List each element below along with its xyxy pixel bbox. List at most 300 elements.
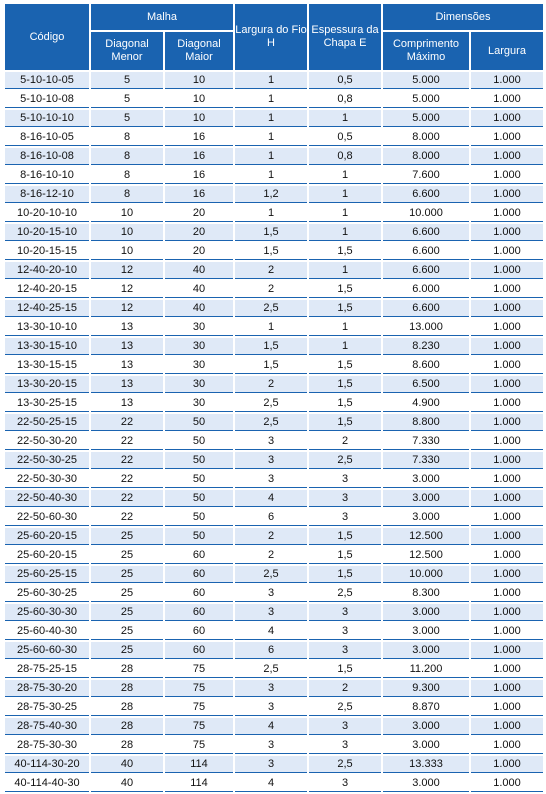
comprimento-cell: 7.600 xyxy=(383,167,469,184)
table-row xyxy=(5,452,543,469)
espessura-cell: 3 xyxy=(309,642,381,659)
espessura-cell: 1 xyxy=(309,186,381,203)
largura-cell: 1.000 xyxy=(471,376,543,393)
largura-fio-cell: 2,5 xyxy=(235,566,307,583)
largura-fio-cell: 3 xyxy=(235,604,307,621)
diagonal-menor-cell: 25 xyxy=(91,528,163,545)
table-row xyxy=(5,357,543,374)
table-row xyxy=(5,186,543,203)
comprimento-cell: 3.000 xyxy=(383,490,469,507)
espessura-cell: 0,8 xyxy=(309,148,381,165)
diagonal-menor-cell: 22 xyxy=(91,471,163,488)
largura-fio-cell: 1 xyxy=(235,129,307,146)
diagonal-menor-cell: 22 xyxy=(91,490,163,507)
diagonal-menor-cell: 8 xyxy=(91,186,163,203)
largura-fio-cell: 1,5 xyxy=(235,224,307,241)
largura-fio-cell: 1 xyxy=(235,205,307,222)
largura-cell: 1.000 xyxy=(471,718,543,735)
largura-fio-cell: 3 xyxy=(235,433,307,450)
codigo-cell: 13-30-25-15 xyxy=(5,395,89,412)
codigo-cell: 13-30-15-10 xyxy=(5,338,89,355)
table-row xyxy=(5,718,543,735)
comprimento-cell: 8.800 xyxy=(383,414,469,431)
table-row xyxy=(5,547,543,564)
diagonal-maior-cell: 114 xyxy=(165,756,233,773)
table-row xyxy=(5,490,543,507)
table-row xyxy=(5,642,543,659)
codigo-cell: 22-50-30-25 xyxy=(5,452,89,469)
comprimento-cell: 11.200 xyxy=(383,661,469,678)
comprimento-cell: 7.330 xyxy=(383,452,469,469)
table-row xyxy=(5,395,543,412)
diagonal-menor-cell: 10 xyxy=(91,224,163,241)
codigo-cell: 25-60-60-30 xyxy=(5,642,89,659)
comprimento-cell: 3.000 xyxy=(383,737,469,754)
largura-fio-cell: 3 xyxy=(235,756,307,773)
largura-cell: 1.000 xyxy=(471,414,543,431)
table-row xyxy=(5,281,543,298)
largura-cell: 1.000 xyxy=(471,490,543,507)
espessura-cell: 1,5 xyxy=(309,414,381,431)
codigo-cell: 10-20-15-15 xyxy=(5,243,89,260)
diagonal-maior-cell: 60 xyxy=(165,566,233,583)
comprimento-cell: 13.333 xyxy=(383,756,469,773)
diagonal-menor-cell: 25 xyxy=(91,585,163,602)
diagonal-menor-cell: 12 xyxy=(91,262,163,279)
diagonal-maior-cell: 10 xyxy=(165,110,233,127)
espessura-cell: 0,5 xyxy=(309,129,381,146)
largura-fio-cell: 1 xyxy=(235,148,307,165)
diagonal-menor-cell: 22 xyxy=(91,433,163,450)
codigo-cell: 25-60-25-15 xyxy=(5,566,89,583)
diagonal-menor-cell: 12 xyxy=(91,300,163,317)
largura-cell: 1.000 xyxy=(471,585,543,602)
largura-fio-cell: 1 xyxy=(235,91,307,108)
codigo-cell: 10-20-10-10 xyxy=(5,205,89,222)
diagonal-menor-cell: 8 xyxy=(91,167,163,184)
diagonal-menor-cell: 13 xyxy=(91,338,163,355)
diagonal-menor-cell: 25 xyxy=(91,642,163,659)
espessura-cell: 1,5 xyxy=(309,357,381,374)
diagonal-menor-cell: 5 xyxy=(91,91,163,108)
table-row xyxy=(5,756,543,773)
mesh-spec-table xyxy=(3,2,545,794)
diagonal-menor-cell: 10 xyxy=(91,243,163,260)
table-row xyxy=(5,509,543,526)
codigo-cell: 22-50-30-30 xyxy=(5,471,89,488)
espessura-cell: 1,5 xyxy=(309,395,381,412)
diagonal-menor-cell: 25 xyxy=(91,547,163,564)
table-row xyxy=(5,414,543,431)
largura-fio-cell: 1,5 xyxy=(235,243,307,260)
espessura-cell: 1 xyxy=(309,319,381,336)
espessura-cell: 2 xyxy=(309,680,381,697)
comprimento-cell: 3.000 xyxy=(383,642,469,659)
table-row xyxy=(5,566,543,583)
table-row xyxy=(5,243,543,260)
comprimento-cell: 3.000 xyxy=(383,509,469,526)
table-row xyxy=(5,585,543,602)
largura-cell: 1.000 xyxy=(471,642,543,659)
table-row xyxy=(5,129,543,146)
header-dimensoes: Dimensões xyxy=(383,4,543,30)
espessura-cell: 1 xyxy=(309,205,381,222)
table-row xyxy=(5,224,543,241)
codigo-cell: 22-50-60-30 xyxy=(5,509,89,526)
diagonal-maior-cell: 40 xyxy=(165,300,233,317)
codigo-cell: 8-16-10-05 xyxy=(5,129,89,146)
table-row xyxy=(5,262,543,279)
diagonal-menor-cell: 25 xyxy=(91,604,163,621)
espessura-cell: 3 xyxy=(309,775,381,792)
table-row xyxy=(5,376,543,393)
largura-fio-cell: 1 xyxy=(235,72,307,89)
diagonal-maior-cell: 75 xyxy=(165,699,233,716)
diagonal-menor-cell: 22 xyxy=(91,452,163,469)
codigo-cell: 8-16-10-08 xyxy=(5,148,89,165)
largura-cell: 1.000 xyxy=(471,775,543,792)
diagonal-maior-cell: 16 xyxy=(165,129,233,146)
diagonal-maior-cell: 10 xyxy=(165,72,233,89)
diagonal-menor-cell: 28 xyxy=(91,661,163,678)
espessura-cell: 3 xyxy=(309,471,381,488)
codigo-cell: 12-40-20-15 xyxy=(5,281,89,298)
diagonal-maior-cell: 60 xyxy=(165,623,233,640)
espessura-cell: 1 xyxy=(309,224,381,241)
table-row xyxy=(5,91,543,108)
diagonal-menor-cell: 25 xyxy=(91,623,163,640)
codigo-cell: 28-75-30-30 xyxy=(5,737,89,754)
largura-cell: 1.000 xyxy=(471,205,543,222)
codigo-cell: 22-50-25-15 xyxy=(5,414,89,431)
codigo-cell: 12-40-25-15 xyxy=(5,300,89,317)
largura-fio-cell: 1,2 xyxy=(235,186,307,203)
comprimento-cell: 10.000 xyxy=(383,566,469,583)
comprimento-cell: 6.600 xyxy=(383,300,469,317)
table-row xyxy=(5,528,543,545)
table-row xyxy=(5,72,543,89)
comprimento-cell: 3.000 xyxy=(383,604,469,621)
espessura-cell: 1,5 xyxy=(309,281,381,298)
codigo-cell: 10-20-15-10 xyxy=(5,224,89,241)
espessura-cell: 1,5 xyxy=(309,661,381,678)
espessura-cell: 1,5 xyxy=(309,528,381,545)
diagonal-maior-cell: 40 xyxy=(165,281,233,298)
comprimento-cell: 6.500 xyxy=(383,376,469,393)
codigo-cell: 25-60-30-25 xyxy=(5,585,89,602)
comprimento-cell: 8.230 xyxy=(383,338,469,355)
codigo-cell: 25-60-40-30 xyxy=(5,623,89,640)
codigo-cell: 13-30-15-15 xyxy=(5,357,89,374)
codigo-cell: 28-75-40-30 xyxy=(5,718,89,735)
espessura-cell: 3 xyxy=(309,509,381,526)
largura-cell: 1.000 xyxy=(471,528,543,545)
table-row xyxy=(5,699,543,716)
largura-fio-cell: 2,5 xyxy=(235,661,307,678)
diagonal-maior-cell: 20 xyxy=(165,243,233,260)
comprimento-cell: 4.900 xyxy=(383,395,469,412)
table-header xyxy=(5,4,543,70)
header-comprimento: Comprimento Máximo xyxy=(383,32,469,70)
codigo-cell: 28-75-30-25 xyxy=(5,699,89,716)
largura-fio-cell: 1 xyxy=(235,110,307,127)
largura-cell: 1.000 xyxy=(471,300,543,317)
espessura-cell: 1 xyxy=(309,338,381,355)
espessura-cell: 3 xyxy=(309,623,381,640)
table-row xyxy=(5,148,543,165)
largura-cell: 1.000 xyxy=(471,699,543,716)
table-row xyxy=(5,661,543,678)
codigo-cell: 5-10-10-10 xyxy=(5,110,89,127)
diagonal-maior-cell: 50 xyxy=(165,509,233,526)
diagonal-menor-cell: 28 xyxy=(91,699,163,716)
largura-fio-cell: 1,5 xyxy=(235,357,307,374)
diagonal-menor-cell: 13 xyxy=(91,376,163,393)
espessura-cell: 1,5 xyxy=(309,566,381,583)
comprimento-cell: 8.000 xyxy=(383,148,469,165)
diagonal-menor-cell: 28 xyxy=(91,737,163,754)
diagonal-maior-cell: 10 xyxy=(165,91,233,108)
comprimento-cell: 3.000 xyxy=(383,471,469,488)
header-largura: Largura xyxy=(471,32,543,70)
largura-cell: 1.000 xyxy=(471,471,543,488)
espessura-cell: 0,5 xyxy=(309,72,381,89)
codigo-cell: 28-75-30-20 xyxy=(5,680,89,697)
comprimento-cell: 6.000 xyxy=(383,281,469,298)
comprimento-cell: 12.500 xyxy=(383,547,469,564)
comprimento-cell: 3.000 xyxy=(383,623,469,640)
codigo-cell: 40-114-40-30 xyxy=(5,775,89,792)
largura-fio-cell: 3 xyxy=(235,452,307,469)
largura-cell: 1.000 xyxy=(471,680,543,697)
header-largura-fio: Largura do Fio H xyxy=(235,4,307,70)
espessura-cell: 2,5 xyxy=(309,585,381,602)
diagonal-menor-cell: 8 xyxy=(91,129,163,146)
diagonal-maior-cell: 50 xyxy=(165,452,233,469)
diagonal-menor-cell: 25 xyxy=(91,566,163,583)
espessura-cell: 3 xyxy=(309,718,381,735)
diagonal-menor-cell: 12 xyxy=(91,281,163,298)
comprimento-cell: 8.600 xyxy=(383,357,469,374)
largura-fio-cell: 4 xyxy=(235,718,307,735)
diagonal-menor-cell: 5 xyxy=(91,110,163,127)
largura-cell: 1.000 xyxy=(471,661,543,678)
comprimento-cell: 8.300 xyxy=(383,585,469,602)
comprimento-cell: 9.300 xyxy=(383,680,469,697)
diagonal-maior-cell: 50 xyxy=(165,414,233,431)
diagonal-maior-cell: 60 xyxy=(165,642,233,659)
espessura-cell: 2,5 xyxy=(309,699,381,716)
largura-cell: 1.000 xyxy=(471,129,543,146)
diagonal-maior-cell: 16 xyxy=(165,167,233,184)
largura-fio-cell: 4 xyxy=(235,623,307,640)
diagonal-maior-cell: 75 xyxy=(165,718,233,735)
comprimento-cell: 8.870 xyxy=(383,699,469,716)
largura-fio-cell: 4 xyxy=(235,490,307,507)
codigo-cell: 25-60-20-15 xyxy=(5,528,89,545)
diagonal-maior-cell: 20 xyxy=(165,205,233,222)
largura-cell: 1.000 xyxy=(471,566,543,583)
codigo-cell: 22-50-40-30 xyxy=(5,490,89,507)
largura-cell: 1.000 xyxy=(471,433,543,450)
comprimento-cell: 6.600 xyxy=(383,262,469,279)
diagonal-maior-cell: 30 xyxy=(165,338,233,355)
largura-cell: 1.000 xyxy=(471,737,543,754)
comprimento-cell: 5.000 xyxy=(383,110,469,127)
largura-cell: 1.000 xyxy=(471,281,543,298)
codigo-cell: 28-75-25-15 xyxy=(5,661,89,678)
largura-cell: 1.000 xyxy=(471,262,543,279)
diagonal-menor-cell: 40 xyxy=(91,756,163,773)
espessura-cell: 0,8 xyxy=(309,91,381,108)
largura-cell: 1.000 xyxy=(471,148,543,165)
table-row xyxy=(5,110,543,127)
largura-cell: 1.000 xyxy=(471,167,543,184)
diagonal-maior-cell: 114 xyxy=(165,775,233,792)
comprimento-cell: 10.000 xyxy=(383,205,469,222)
largura-fio-cell: 1,5 xyxy=(235,338,307,355)
diagonal-maior-cell: 16 xyxy=(165,186,233,203)
diagonal-maior-cell: 60 xyxy=(165,604,233,621)
codigo-cell: 13-30-20-15 xyxy=(5,376,89,393)
codigo-cell: 5-10-10-05 xyxy=(5,72,89,89)
largura-cell: 1.000 xyxy=(471,338,543,355)
diagonal-maior-cell: 50 xyxy=(165,471,233,488)
table-row xyxy=(5,300,543,317)
largura-fio-cell: 3 xyxy=(235,680,307,697)
largura-fio-cell: 2,5 xyxy=(235,395,307,412)
largura-cell: 1.000 xyxy=(471,623,543,640)
largura-fio-cell: 2 xyxy=(235,281,307,298)
largura-fio-cell: 1 xyxy=(235,319,307,336)
diagonal-maior-cell: 30 xyxy=(165,376,233,393)
largura-cell: 1.000 xyxy=(471,756,543,773)
comprimento-cell: 6.600 xyxy=(383,186,469,203)
diagonal-maior-cell: 60 xyxy=(165,585,233,602)
largura-cell: 1.000 xyxy=(471,91,543,108)
codigo-cell: 5-10-10-08 xyxy=(5,91,89,108)
table-row xyxy=(5,338,543,355)
table-row xyxy=(5,471,543,488)
diagonal-maior-cell: 50 xyxy=(165,490,233,507)
comprimento-cell: 5.000 xyxy=(383,72,469,89)
largura-cell: 1.000 xyxy=(471,72,543,89)
largura-cell: 1.000 xyxy=(471,452,543,469)
diagonal-menor-cell: 22 xyxy=(91,414,163,431)
espessura-cell: 3 xyxy=(309,604,381,621)
header-diagonal-menor: Diagonal Menor xyxy=(91,32,163,70)
largura-fio-cell: 3 xyxy=(235,585,307,602)
diagonal-maior-cell: 30 xyxy=(165,357,233,374)
diagonal-maior-cell: 50 xyxy=(165,433,233,450)
largura-cell: 1.000 xyxy=(471,604,543,621)
table-body xyxy=(5,72,543,792)
comprimento-cell: 12.500 xyxy=(383,528,469,545)
diagonal-menor-cell: 8 xyxy=(91,148,163,165)
espessura-cell: 1 xyxy=(309,167,381,184)
codigo-cell: 25-60-30-30 xyxy=(5,604,89,621)
espessura-cell: 1,5 xyxy=(309,376,381,393)
largura-fio-cell: 2,5 xyxy=(235,414,307,431)
diagonal-maior-cell: 30 xyxy=(165,395,233,412)
header-malha: Malha xyxy=(91,4,233,30)
table-row xyxy=(5,680,543,697)
comprimento-cell: 8.000 xyxy=(383,129,469,146)
header-codigo: Código xyxy=(5,4,89,70)
largura-fio-cell: 6 xyxy=(235,642,307,659)
largura-fio-cell: 6 xyxy=(235,509,307,526)
largura-cell: 1.000 xyxy=(471,357,543,374)
codigo-cell: 40-114-30-20 xyxy=(5,756,89,773)
table-row xyxy=(5,319,543,336)
comprimento-cell: 3.000 xyxy=(383,718,469,735)
diagonal-maior-cell: 30 xyxy=(165,319,233,336)
codigo-cell: 25-60-20-15 xyxy=(5,547,89,564)
largura-cell: 1.000 xyxy=(471,186,543,203)
codigo-cell: 13-30-10-10 xyxy=(5,319,89,336)
codigo-cell: 22-50-30-20 xyxy=(5,433,89,450)
table-row xyxy=(5,167,543,184)
table-row xyxy=(5,604,543,621)
espessura-cell: 1,5 xyxy=(309,547,381,564)
diagonal-menor-cell: 40 xyxy=(91,775,163,792)
comprimento-cell: 13.000 xyxy=(383,319,469,336)
largura-fio-cell: 2 xyxy=(235,528,307,545)
table-row xyxy=(5,623,543,640)
diagonal-menor-cell: 5 xyxy=(91,72,163,89)
diagonal-menor-cell: 28 xyxy=(91,680,163,697)
diagonal-menor-cell: 13 xyxy=(91,357,163,374)
espessura-cell: 3 xyxy=(309,737,381,754)
table-row xyxy=(5,205,543,222)
header-diagonal-maior: Diagonal Maior xyxy=(165,32,233,70)
largura-fio-cell: 2,5 xyxy=(235,300,307,317)
espessura-cell: 1,5 xyxy=(309,243,381,260)
largura-cell: 1.000 xyxy=(471,395,543,412)
espessura-cell: 2 xyxy=(309,433,381,450)
diagonal-maior-cell: 20 xyxy=(165,224,233,241)
espessura-cell: 1,5 xyxy=(309,300,381,317)
largura-cell: 1.000 xyxy=(471,110,543,127)
codigo-cell: 12-40-20-10 xyxy=(5,262,89,279)
espessura-cell: 1 xyxy=(309,262,381,279)
espessura-cell: 2,5 xyxy=(309,452,381,469)
diagonal-menor-cell: 22 xyxy=(91,509,163,526)
diagonal-maior-cell: 16 xyxy=(165,148,233,165)
largura-fio-cell: 3 xyxy=(235,471,307,488)
table-row xyxy=(5,433,543,450)
largura-fio-cell: 3 xyxy=(235,737,307,754)
espessura-cell: 1 xyxy=(309,110,381,127)
diagonal-menor-cell: 13 xyxy=(91,395,163,412)
diagonal-menor-cell: 28 xyxy=(91,718,163,735)
table-row xyxy=(5,775,543,792)
largura-fio-cell: 4 xyxy=(235,775,307,792)
largura-fio-cell: 2 xyxy=(235,547,307,564)
comprimento-cell: 6.600 xyxy=(383,224,469,241)
espessura-cell: 2,5 xyxy=(309,756,381,773)
codigo-cell: 8-16-10-10 xyxy=(5,167,89,184)
largura-cell: 1.000 xyxy=(471,319,543,336)
diagonal-menor-cell: 10 xyxy=(91,205,163,222)
largura-fio-cell: 2 xyxy=(235,376,307,393)
largura-fio-cell: 3 xyxy=(235,699,307,716)
diagonal-maior-cell: 50 xyxy=(165,528,233,545)
largura-cell: 1.000 xyxy=(471,243,543,260)
comprimento-cell: 6.600 xyxy=(383,243,469,260)
codigo-cell: 8-16-12-10 xyxy=(5,186,89,203)
largura-cell: 1.000 xyxy=(471,224,543,241)
